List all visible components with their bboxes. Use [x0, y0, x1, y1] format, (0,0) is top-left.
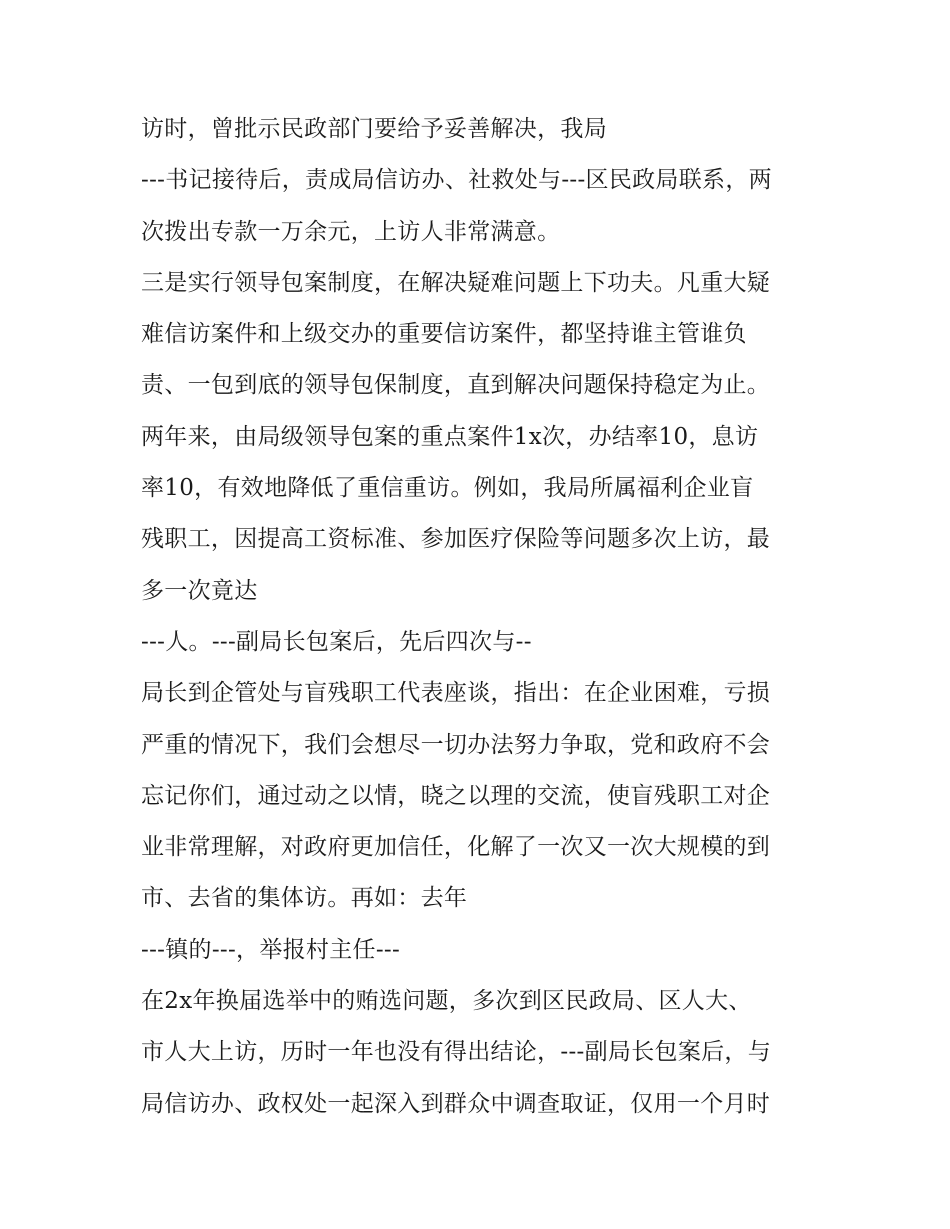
text-line-6: 责、一包到底的领导包保制度，直到解决问题保持稳定为止。 [141, 372, 771, 399]
text-line-1: 访时，曾批示民政部门要给予妥善解决，我局 [141, 116, 607, 142]
text-line-7: 两年来，由局级领导包案的重点案件1x次，办结率10，息访 [141, 423, 759, 450]
text-line-3: 次拨出专款一万余元，上访人非常满意。 [141, 218, 561, 245]
text-line-10: 多一次竟达 [141, 577, 258, 604]
text-line-12: 局长到企管处与盲残职工代表座谈，指出：在企业困难，亏损 [141, 680, 771, 707]
text-line-5: 难信访案件和上级交办的重要信访案件，都坚持谁主管谁负 [141, 321, 747, 348]
text-line-4: 三是实行领导包案制度，在解决疑难问题上下功夫。凡重大疑 [141, 269, 771, 296]
text-line-15: 业非常理解，对政府更加信任，化解了一次又一次大规模的到 [141, 834, 771, 861]
text-line-11: ---人。---副局长包案后，先后四次与-- [141, 628, 532, 655]
text-line-17: ---镇的---，举报村主任--- [141, 936, 401, 963]
text-line-18: 在2x年换届选举中的贿选问题，多次到区民政局、区人大、 [141, 988, 752, 1015]
text-line-16: 市、去省的集体访。再如：去年 [141, 885, 468, 912]
text-line-9: 残职工，因提高工资标准、参加医疗保险等问题多次上访，最 [141, 526, 771, 553]
document-body [141, 108, 821, 1134]
text-line-13: 严重的情况下，我们会想尽一切办法努力争取，党和政府不会 [141, 731, 771, 758]
text-line-8: 率10，有效地降低了重信重访。例如，我局所属福利企业盲 [141, 475, 754, 502]
text-line-20: 局信访办、政权处一起深入到群众中调查取证，仅用一个月时 [141, 1090, 771, 1117]
text-line-14: 忘记你们，通过动之以情，晓之以理的交流，使盲残职工对企 [141, 782, 771, 809]
text-line-2: ---书记接待后，责成局信访办、社救处与---区民政局联系，两 [141, 167, 772, 194]
text-line-19: 市人大上访，历时一年也没有得出结论，---副局长包案后，与 [141, 1039, 772, 1066]
